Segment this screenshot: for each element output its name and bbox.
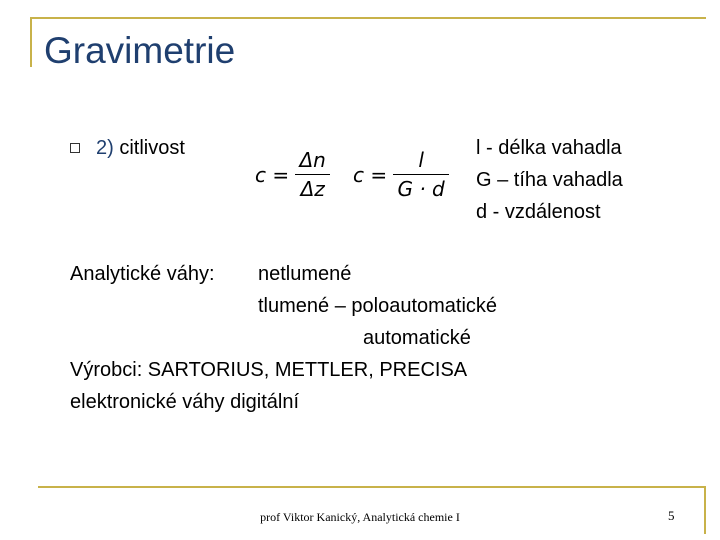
footer-author: prof Viktor Kanický, Analytická chemie I xyxy=(260,510,460,524)
frame-left-line xyxy=(30,17,32,67)
formula2-numerator: l xyxy=(418,148,424,172)
analytic-balances-label: Analytické váhy: xyxy=(70,263,215,285)
legend-line-weight: G – tíha vahadla xyxy=(476,169,623,191)
frame-top-line xyxy=(30,17,706,19)
page-number: 5 xyxy=(668,508,675,523)
formula1-fraction xyxy=(295,148,329,201)
bullet-text xyxy=(96,136,185,160)
formula2-lhs: c = xyxy=(353,162,388,187)
formula1-lhs: c = xyxy=(255,162,290,187)
formula1-numerator: Δn xyxy=(299,148,326,172)
legend-line-length: l - délka vahadla xyxy=(476,137,622,159)
formula1-denominator: Δz xyxy=(295,174,329,201)
formula-sensitivity-ratio xyxy=(353,148,449,201)
formula-sensitivity-delta xyxy=(255,148,330,201)
digital-balances-line: elektronické váhy digitální xyxy=(70,391,300,413)
formula2-denominator: G · d xyxy=(393,174,448,201)
frame-bottom-line xyxy=(38,486,706,488)
slide-title: Gravimetrie xyxy=(44,30,236,71)
bullet-label: citlivost xyxy=(119,137,185,159)
legend-line-distance: d - vzdálenost xyxy=(476,201,601,223)
formula2-fraction xyxy=(393,148,448,201)
analytic-type-damped: tlumené – poloautomatické xyxy=(258,295,498,317)
producers-line: Výrobci: SARTORIUS, METTLER, PRECISA xyxy=(70,359,468,381)
analytic-type-undamped: netlumené xyxy=(258,263,352,285)
square-bullet-icon xyxy=(70,143,80,153)
analytic-type-automatic: automatické xyxy=(363,327,471,349)
bullet-number: 2) xyxy=(96,137,114,159)
